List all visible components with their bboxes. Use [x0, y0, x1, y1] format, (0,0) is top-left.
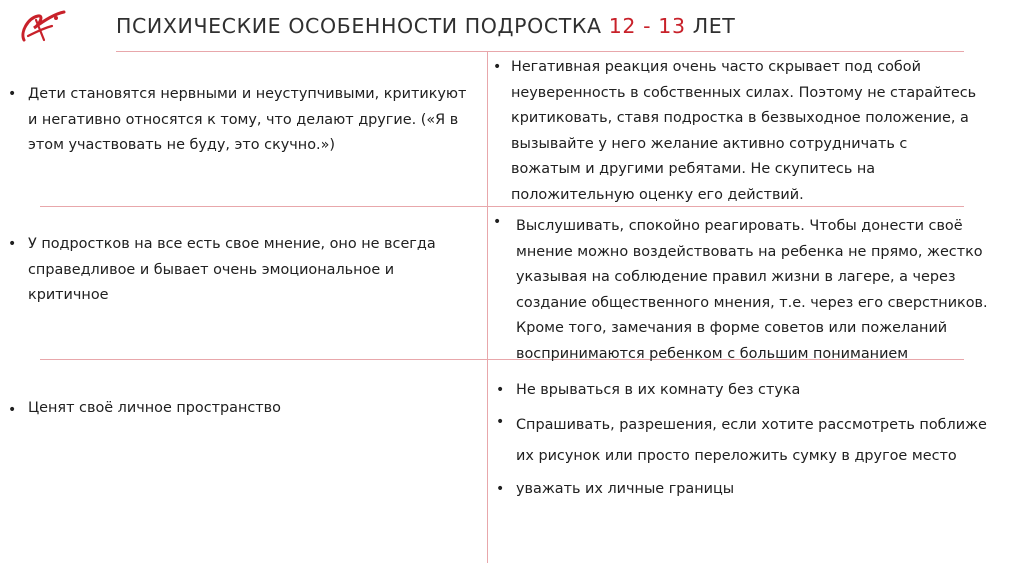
row-3-right-item-3 [516, 477, 734, 503]
divider-column [487, 51, 488, 563]
row-3-left [28, 396, 281, 422]
row-1-right [511, 55, 976, 208]
text-line: неуверенность в собственных силах. Поэтому не старайтесь [511, 84, 977, 101]
text-line: воспринимаются ребенком с большим пониманием [516, 345, 909, 362]
bullet-icon: • [493, 59, 502, 75]
text-line: Выслушивать, спокойно реагировать. Чтобы донести своё [516, 218, 963, 234]
text-line: и негативно относятся к тому, что делают другие. («Я в [28, 111, 459, 128]
bullet-icon: • [496, 481, 505, 497]
row-1-left [28, 82, 466, 159]
text-line: мнение можно воздействовать на ребенка не прямо, жестко [516, 243, 983, 260]
text-line: Спрашивать, разрешения, если хотите рассмотреть поближе [516, 417, 987, 433]
text-line: положительную оценку его действий. [511, 186, 804, 203]
row-3-right-item-1 [516, 378, 800, 404]
page-title: ПСИХИЧЕСКИЕ ОСОБЕННОСТИ ПОДРОСТКА 12 - 13 ЛЕТ [116, 14, 736, 38]
bullet-icon: • [496, 382, 505, 398]
text-line: Не врываться в их комнату без стука [516, 382, 801, 398]
bullet-icon: • [8, 236, 17, 252]
text-line: критичное [28, 287, 109, 303]
text-line: критиковать, ставя подростка в безвыходное положение, а [511, 110, 969, 126]
text-line: их рисунок или просто переложить сумку в другое место [516, 448, 957, 464]
text-line: указывая на соблюдение правил жизни в лагере, а через [516, 269, 956, 285]
text-line: вызывайте у него желание активно сотрудничать с [511, 135, 908, 152]
divider-top [116, 51, 964, 52]
text-line: уважать их личные границы [516, 481, 735, 497]
text-line: Ценят своё личное пространство [28, 400, 281, 416]
text-line: этом участвовать не буду, это скучно.») [28, 137, 336, 153]
row-3-right-item-2 [516, 410, 987, 472]
text-line: создание общественного мнения, т.е. через его сверстников. [516, 294, 988, 311]
row-2-left [28, 232, 436, 309]
text-line: справедливое и бывает очень эмоциональное и [28, 261, 395, 278]
logo-icon [14, 6, 70, 46]
text-line: вожатым и другими ребятами. Не скупитесь на [511, 161, 876, 177]
bullet-icon: • [496, 414, 505, 430]
text-line: Негативная реакция очень часто скрывает под собой [511, 59, 921, 75]
text-line: У подростков на все есть свое мнение, оно не всегда [28, 236, 436, 252]
bullet-icon: • [493, 214, 502, 230]
bullet-icon: • [8, 86, 17, 102]
text-line: Кроме того, замечания в форме советов или пожеланий [516, 320, 948, 336]
text-line: Дети становятся нервными и неуступчивыми, критикуют [28, 86, 467, 102]
row-2-right [516, 214, 988, 367]
bullet-icon: • [8, 402, 17, 418]
